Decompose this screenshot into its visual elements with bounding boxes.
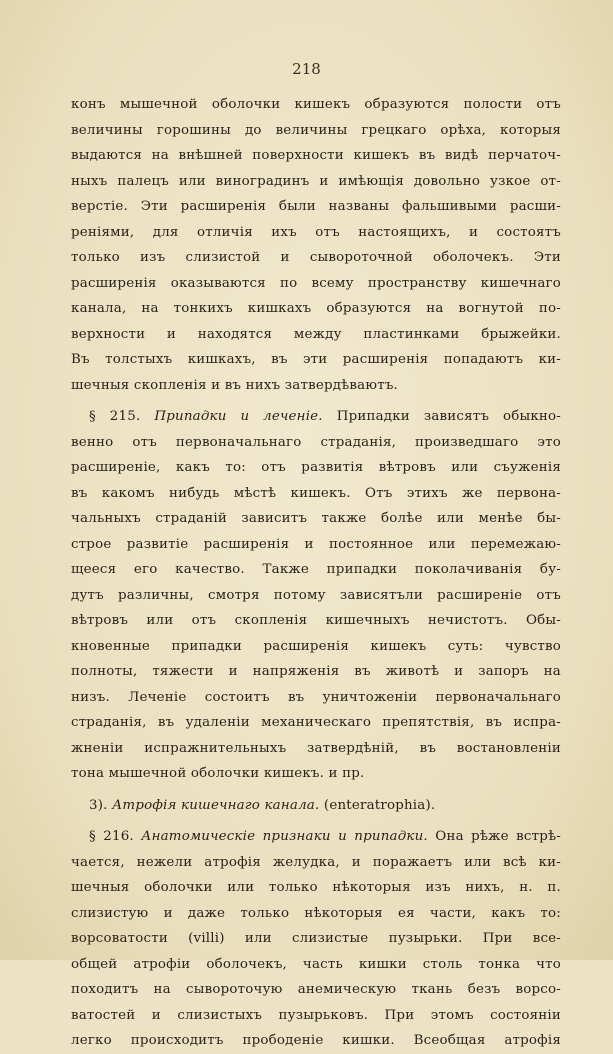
text-line: страданія, въ удаленіи механическаго препятствія, въ испра- — [71, 715, 561, 730]
section-heading: Анатомическіе признаки и припадки. — [141, 829, 428, 844]
text-line: верстіе. Эти расширенія были названы фальшивыми расши- — [71, 199, 561, 214]
section-heading: Припадки и леченіе. — [154, 409, 323, 424]
text-line: походитъ на сывороточую анемическую ткань безъ ворсо- — [71, 982, 561, 997]
text-line: венно отъ первоначальнаго страданія, произведшаго это — [71, 434, 561, 450]
text-line: ватостей и слизистыхъ пузырьковъ. При этомъ состояніи — [71, 1007, 561, 1023]
text-line: только изъ слизистой и сывороточной оболочекъ. Эти — [71, 250, 561, 265]
subsection-3-heading — [71, 793, 561, 819]
text-line: низъ. Леченіе состоитъ въ уничтоженіи первоначальнаго — [71, 689, 561, 705]
text-line: легко происходитъ прободеніе кишки. Всеобщая атрофія — [71, 1033, 561, 1048]
text-line: въ какомъ нибудь мѣстѣ кишекъ. Отъ этихъ же первона- — [71, 485, 561, 501]
text-line: дутъ различны, смотря потому зависятъли расширеніе отъ — [71, 587, 561, 603]
text-line: чается, нежели атрофія желудка, и поражаетъ или всѣ ки- — [71, 854, 561, 870]
page-number: 218 — [292, 60, 321, 78]
text-line: канала, на тонкихъ кишкахъ образуются на вогнутой по- — [71, 301, 561, 316]
text-line: конъ мышечной оболочки кишекъ образуются полости отъ — [71, 97, 561, 112]
text-line: ворсоватости (villi) или слизистые пузырьки. При все- — [71, 931, 561, 946]
section-216-line — [71, 824, 561, 850]
text-line: величины горошины до величины грецкаго орѣха, которыя — [71, 122, 561, 138]
section-text: Припадки зависятъ обыкно- — [336, 409, 561, 424]
text-line: полноты, тяжести и напряженія въ животѣ и запоръ на — [71, 664, 561, 679]
text-line: строе развитіе расширенія и постоянное или перемежаю- — [71, 536, 561, 552]
text-line: Въ толстыхъ кишкахъ, въ эти расширенія попадаютъ ки- — [71, 352, 561, 367]
text-line: расширенія оказываются по всему пространству кишечнаго — [71, 275, 561, 291]
section-215-line — [71, 404, 561, 430]
text-line: жненіи испражнительныхъ затвердѣній, въ востановленіи — [71, 740, 561, 756]
text-line: слизистую и даже только нѣкоторыя ея части, какъ то: — [71, 905, 561, 921]
body-text — [71, 92, 561, 1054]
text-line: вѣтровъ или отъ скопленія кишечныхъ нечистотъ. Обы- — [71, 613, 561, 628]
text-line: тона мышечной оболочки кишекъ. и пр. — [71, 766, 365, 781]
text-line: кновенные припадки расширенія кишекъ суть: чувство — [71, 638, 561, 654]
text-line: чальныхъ страданій зависитъ также болѣе или менѣе бы- — [71, 511, 561, 526]
text-line: щееся его качество. Также припадки поколачиванія бу- — [71, 562, 561, 577]
text-line: выдаются на внѣшней поверхности кишекъ въ видѣ перчаточ- — [71, 148, 561, 163]
text-line: шечныя оболочки или только нѣкоторыя изъ нихъ, н. п. — [71, 880, 561, 895]
subsection-number: 3). — [89, 797, 108, 813]
section-number: § 216. — [89, 829, 134, 844]
text-line: расширеніе, какъ то: отъ развитія вѣтровъ или съуженія — [71, 460, 561, 475]
text-line: общей атрофіи оболочекъ, часть кишки столь тонка что — [71, 956, 561, 972]
section-text: Она рѣже встрѣ- — [435, 829, 561, 844]
subsection-title: Атрофія кишечнаго канала. — [112, 797, 320, 813]
text-line: ныхъ палецъ или виноградинъ и имѣющія довольно узкое от- — [71, 173, 561, 189]
section-number: § 215. — [89, 409, 141, 424]
text-line: шечныя скопленія и въ нихъ затвердѣваютъ. — [71, 377, 398, 393]
text-line: верхности и находятся между пластинками брыжейки. — [71, 326, 561, 342]
subsection-latin: (enteratrophia). — [323, 797, 436, 813]
text-line: реніями, для отличія ихъ отъ настоящихъ, и состоятъ — [71, 224, 561, 240]
